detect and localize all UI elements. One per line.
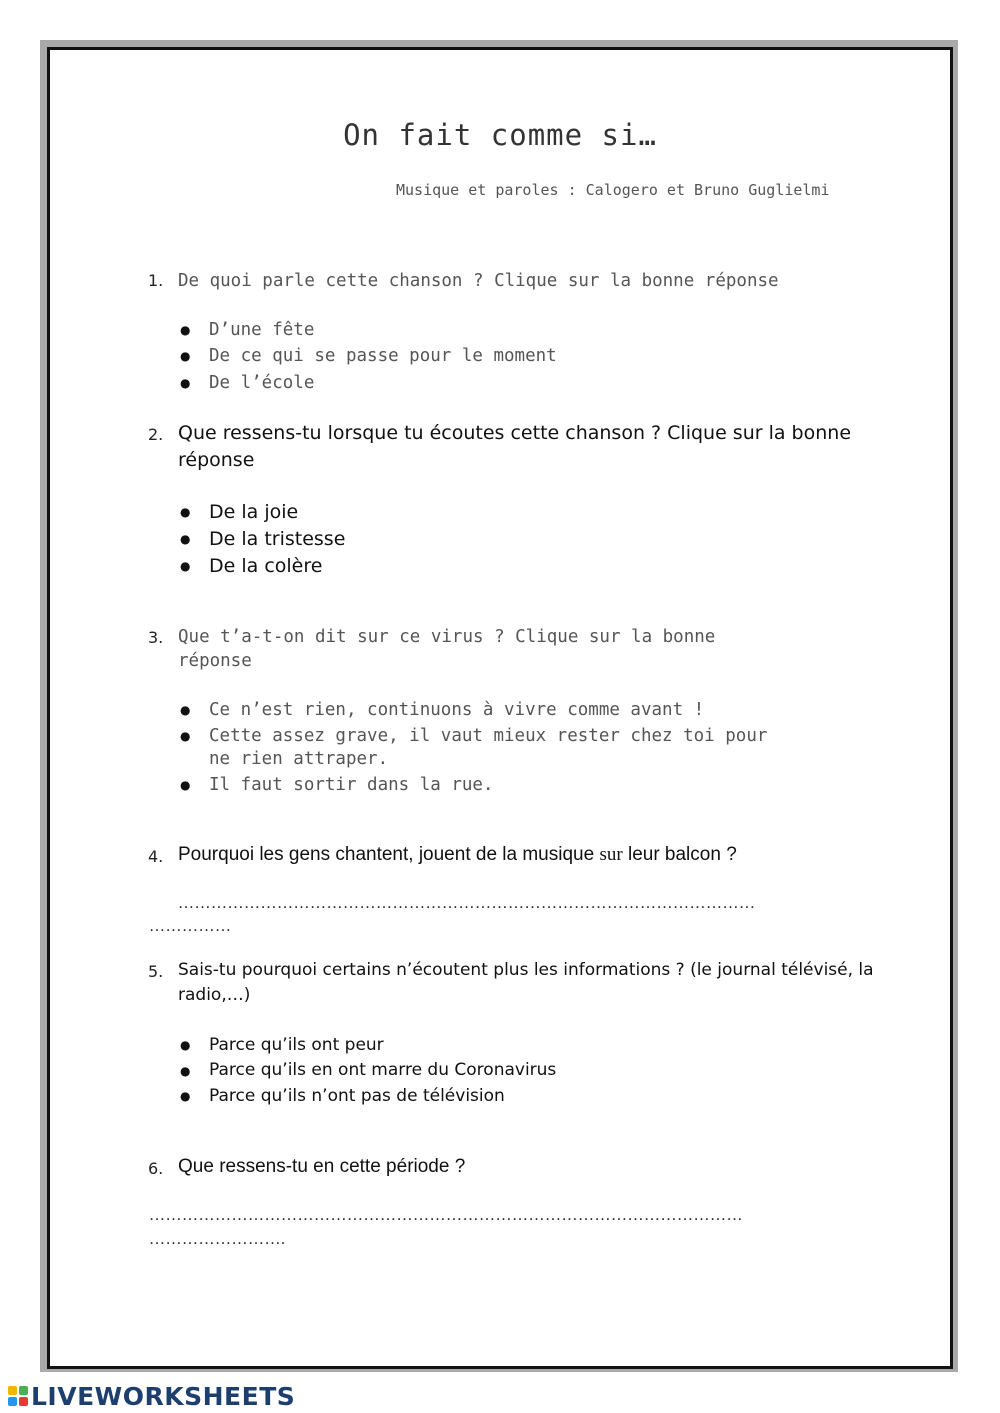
answer-option-continued[interactable]: ne rien attraper. — [209, 749, 389, 769]
answer-option[interactable]: Parce qu’ils ont peur — [209, 1035, 384, 1055]
answer-option[interactable]: Il faut sortir dans la rue. — [209, 775, 494, 795]
footer-brand[interactable] — [8, 1382, 295, 1410]
question-text: Pourquoi les gens chantent, jouent de la musique sur leur balcon ? — [178, 844, 737, 865]
question-number: 5. — [148, 962, 164, 981]
question-number: 6. — [148, 1159, 164, 1178]
question-number: 1. — [148, 271, 164, 290]
answer-option[interactable]: De la joie — [209, 501, 299, 523]
answer-option[interactable]: Ce n’est rien, continuons à vivre comme avant ! — [209, 700, 705, 720]
question-number: 4. — [148, 847, 164, 866]
answer-option[interactable]: Parce qu’ils en ont marre du Coronavirus — [209, 1060, 557, 1080]
question-text: Sais-tu pourquoi certains n’écoutent plus les informations ? (le journal télévisé, la — [178, 960, 874, 980]
bullet: ● — [180, 376, 191, 390]
bullet: ● — [180, 703, 191, 717]
bullet: ● — [180, 1064, 191, 1078]
question-text-continued: réponse — [178, 449, 255, 471]
answer-option[interactable]: Parce qu’ils n’ont pas de télévision — [209, 1086, 505, 1106]
bullet: ● — [180, 323, 191, 337]
bullet: ● — [180, 778, 191, 792]
logo-square — [19, 1386, 28, 1395]
question-text: Que ressens-tu en cette période ? — [178, 1156, 466, 1177]
bullet: ● — [180, 532, 191, 546]
answer-field[interactable]: ……………………………………………………………………………………………… — [149, 1207, 743, 1224]
answer-field-continued[interactable]: ……………………. — [149, 1231, 286, 1248]
bullet: ● — [180, 729, 191, 743]
document-title: On fait comme si… — [343, 118, 657, 152]
brand-name: LIVEWORKSHEETS — [31, 1381, 296, 1411]
question-text-continued: réponse — [178, 651, 252, 671]
bullet: ● — [180, 1038, 191, 1052]
answer-option[interactable]: D’une fête — [209, 320, 315, 340]
answer-option[interactable]: De la colère — [209, 555, 323, 577]
answer-option[interactable]: Cette assez grave, il vaut mieux rester chez toi pour — [209, 726, 768, 746]
document-subtitle: Musique et paroles : Calogero et Bruno Guglielmi — [396, 181, 830, 199]
question-text: De quoi parle cette chanson ? Clique sur la bonne réponse — [178, 271, 779, 291]
logo-square — [8, 1386, 17, 1395]
answer-option[interactable]: De la tristesse — [209, 528, 346, 550]
bullet: ● — [180, 1089, 191, 1103]
bullet: ● — [180, 349, 191, 363]
question-number: 2. — [148, 425, 164, 444]
logo-square — [19, 1397, 28, 1406]
question-text-continued: radio,…) — [178, 985, 251, 1005]
answer-field[interactable]: …………………………………………………………………………………………… — [178, 895, 756, 912]
bullet: ● — [180, 559, 191, 573]
answer-field-continued[interactable]: …………… — [149, 918, 232, 935]
answer-option[interactable]: De l’école — [209, 373, 315, 393]
question-text: Que t’a-t-on dit sur ce virus ? Clique sur la bonne — [178, 627, 716, 647]
bullet: ● — [180, 505, 191, 519]
question-number: 3. — [148, 628, 164, 647]
question-text: Que ressens-tu lorsque tu écoutes cette chanson ? Clique sur la bonne — [178, 422, 852, 444]
logo-square — [8, 1397, 17, 1406]
answer-option[interactable]: De ce qui se passe pour le moment — [209, 346, 557, 366]
liveworksheets-logo-icon — [8, 1386, 28, 1406]
